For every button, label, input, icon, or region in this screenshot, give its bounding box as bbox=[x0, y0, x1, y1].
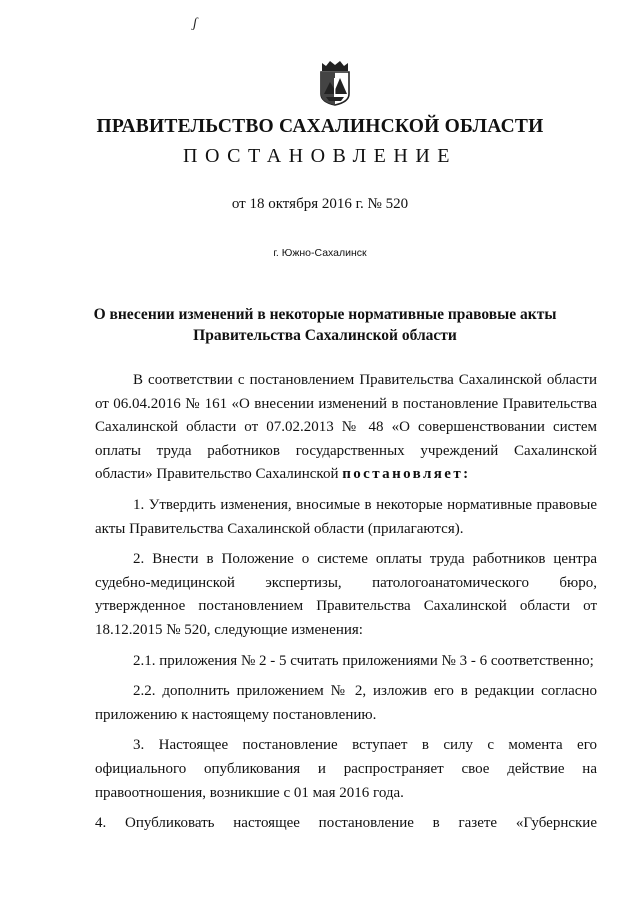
item-3: 3. Настоящее постановление вступает в силу с момента его официального опубликования и распространяет свое действие на правоотношения, возникшие с 01 мая 2016 года. bbox=[95, 737, 597, 801]
pen-mark: ʃ bbox=[193, 16, 198, 31]
subject-line-2: Правительства Сахалинской области bbox=[193, 327, 457, 344]
item-2: 2. Внести в Положение о системе оплаты труда работников центра судебно-медицинской экспертизы, патологоанатомического бюро, утвержденное постановлением Правительства Сахалинской области от 18.12.2015 № 520, следующие изменения: bbox=[95, 551, 597, 638]
document-type: ПОСТАНОВЛЕНИЕ bbox=[183, 145, 457, 167]
subject-line-1: О внесении изменений в некоторые нормативные правовые акты bbox=[93, 306, 557, 323]
government-title: ПРАВИТЕЛЬСТВО САХАЛИНСКОЙ ОБЛАСТИ bbox=[96, 116, 544, 137]
item-1: 1. Утвердить изменения, вносимые в некоторые нормативные правовые акты Правительства Сахалинской области (прилагаются). bbox=[95, 496, 597, 537]
document-subject bbox=[80, 304, 570, 346]
item-2-1: 2.1. приложения № 2 - 5 считать приложениями № 3 - 6 соответственно; bbox=[133, 652, 594, 669]
preamble-keyword: постановляет: bbox=[342, 466, 471, 483]
document-city: г. Южно-Сахалинск bbox=[273, 247, 367, 259]
item-2-2: 2.2. дополнить приложением № 2, изложив его в редакции согласно приложению к настоящему постановлению. bbox=[95, 683, 597, 723]
item-4 bbox=[95, 812, 597, 836]
document-date-number: от 18 октября 2016 г. № 520 bbox=[231, 196, 409, 212]
item-4-text: 4. Опубликовать настоящее постановление в газете «Губернские bbox=[95, 815, 597, 832]
coat-of-arms-icon bbox=[318, 60, 352, 106]
preamble-text: В соответствии с постановлением Правительства Сахалинской области от 06.04.2016 № 161 «О внесении изменений в постановление Правительства Сахалинской области от 07.02.2013 № 48 «О совершенствовании систем оплаты труда работников государственных учреждений Сахалинской области» Правительство Сахалинской bbox=[95, 372, 597, 483]
document-body bbox=[95, 369, 597, 836]
preamble-paragraph bbox=[95, 369, 597, 487]
